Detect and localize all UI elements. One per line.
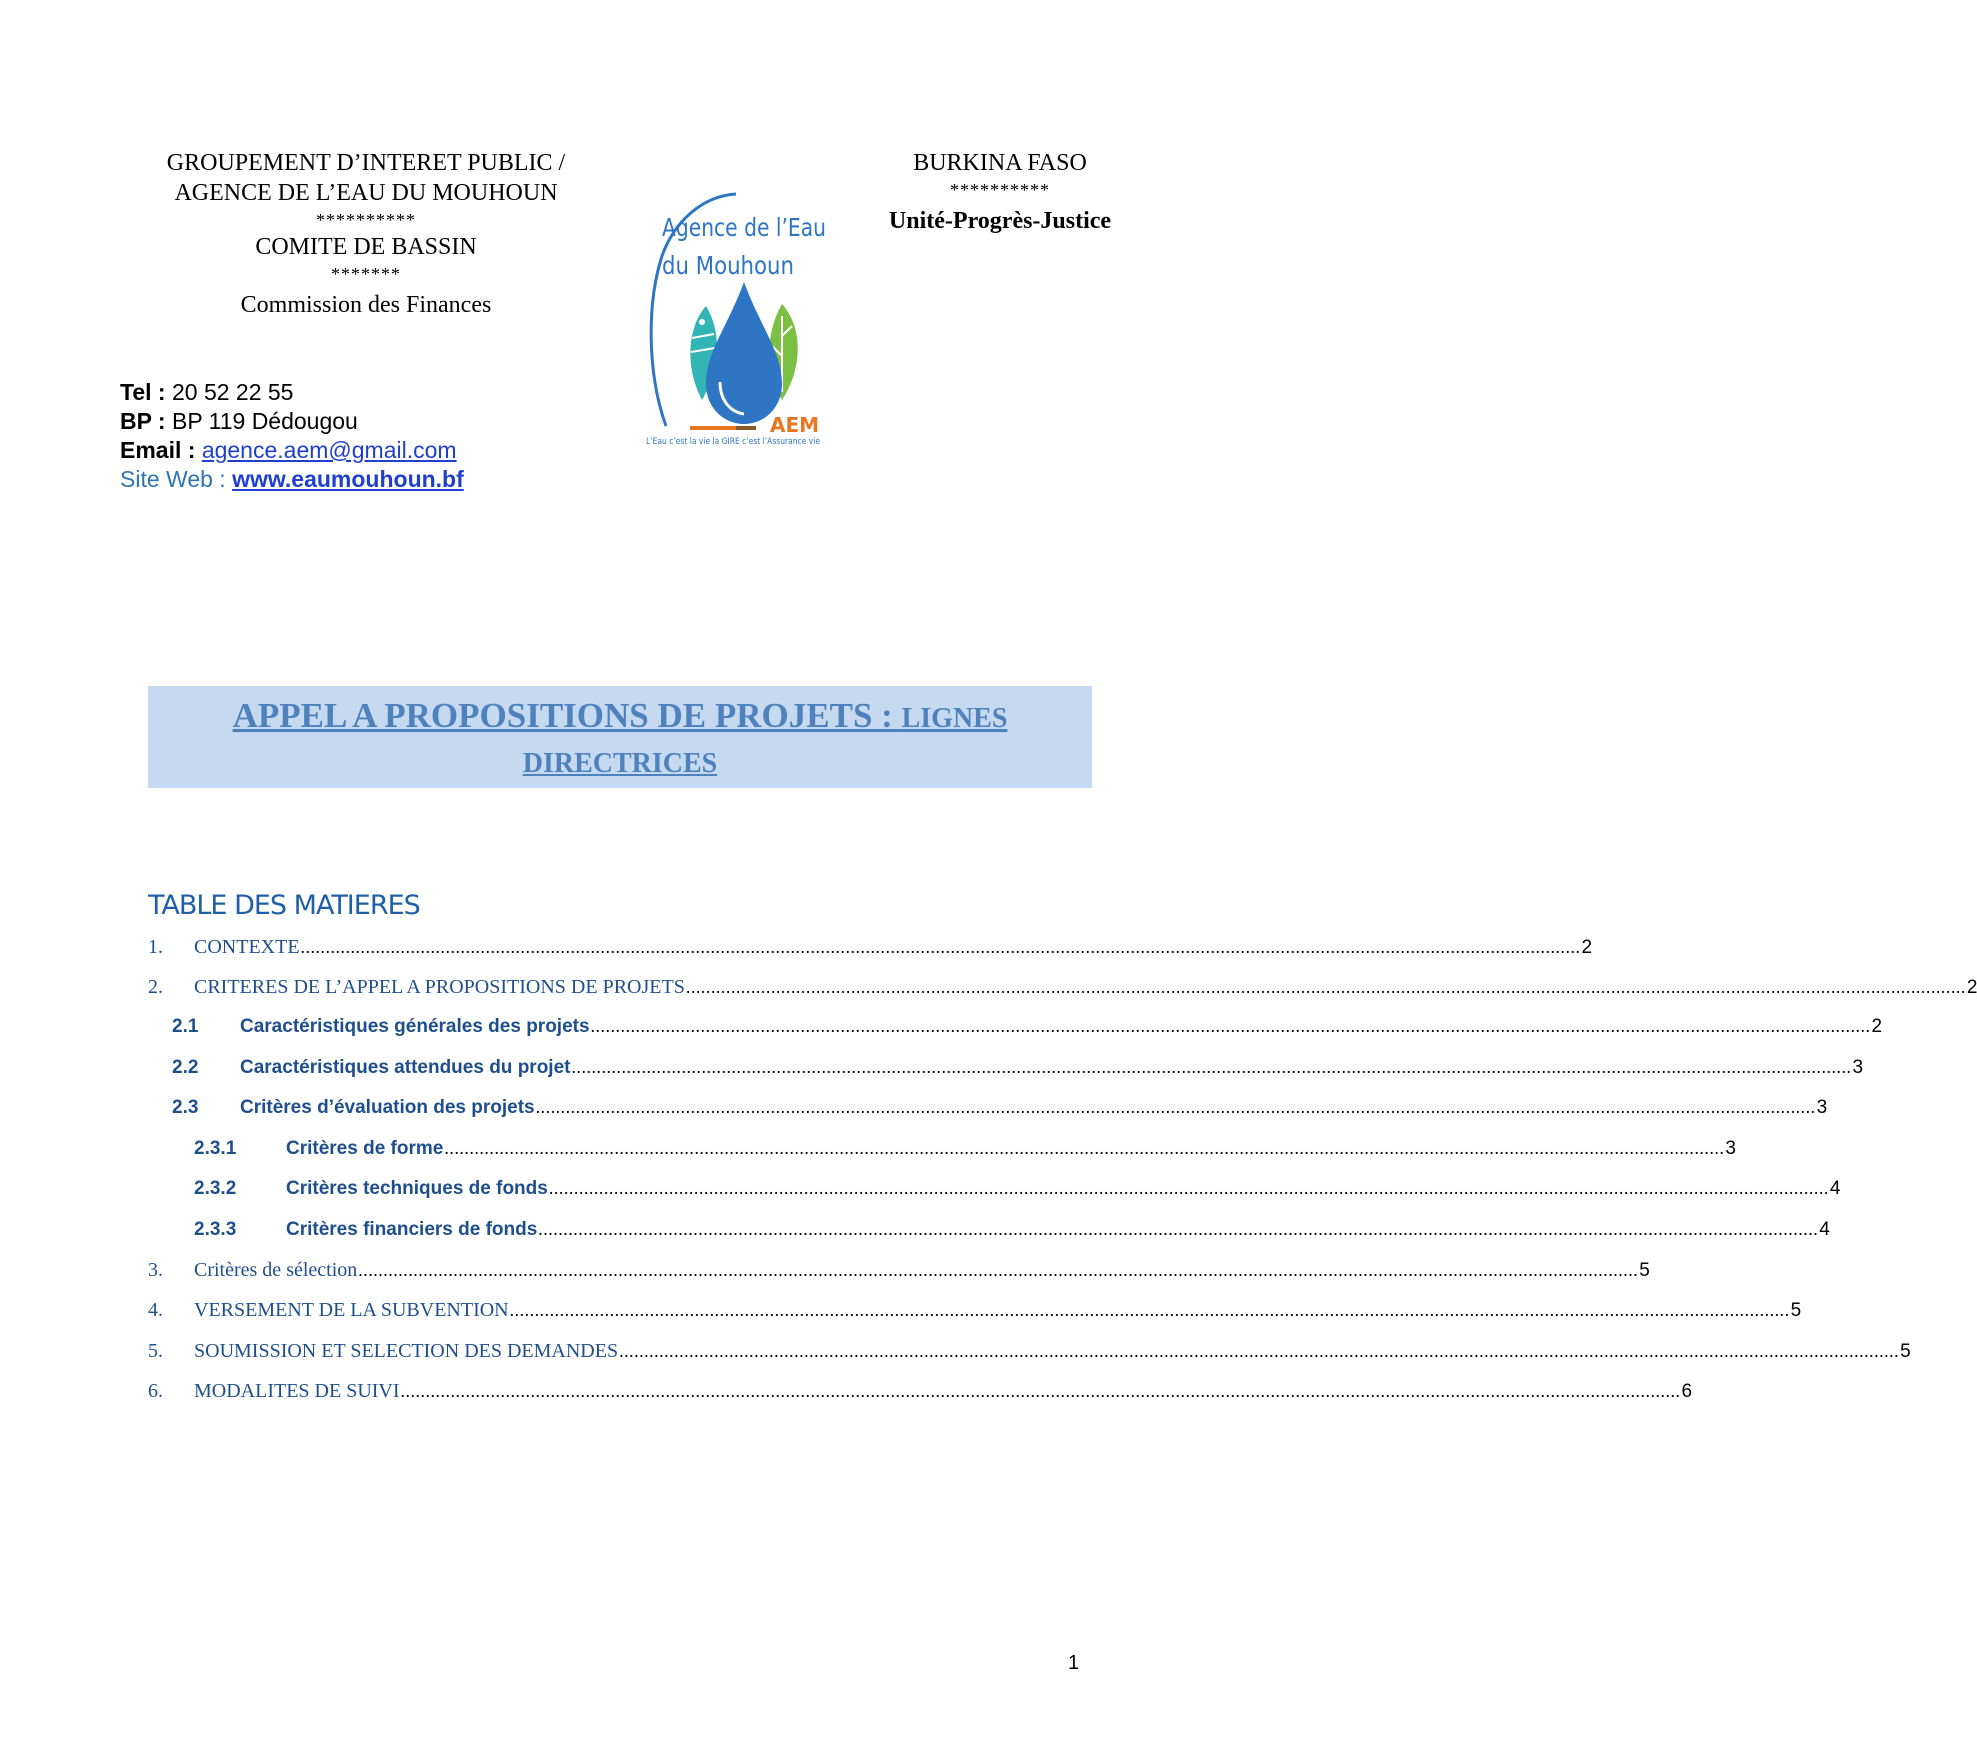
toc-entry-page: 3 (1816, 1097, 1828, 1118)
toc-entry-label: Critères de sélection (194, 1259, 358, 1281)
toc-entry-page: 4 (1829, 1178, 1841, 1199)
document-title-line1 (148, 690, 1092, 745)
toc-leader (444, 1138, 1724, 1159)
toc-entry-label: SOUMISSION ET SELECTION DES DEMANDES (194, 1340, 619, 1362)
toc-leader (571, 1057, 1851, 1078)
separator-stars: ********** (950, 180, 1050, 200)
svg-text:Agence de l’Eau: Agence de l’Eau (662, 213, 826, 242)
toc-entry[interactable] (148, 1057, 1864, 1087)
toc-leader (301, 937, 1581, 958)
svg-text:AEM: AEM (770, 413, 820, 437)
tel-label: Tel : (120, 379, 166, 405)
document-title-banner (148, 686, 1092, 788)
toc-entry-number: 3. (148, 1259, 163, 1281)
toc-entry-number: 4. (148, 1299, 163, 1321)
email-label: Email : (120, 437, 196, 463)
toc-entry-page: 5 (1900, 1341, 1911, 1362)
bp-value: BP 119 Dédougou (171, 408, 358, 434)
website-label: Site Web : (120, 466, 226, 492)
toc-entry-number: 2.2 (172, 1057, 199, 1078)
toc-entry-label: VERSEMENT DE LA SUBVENTION (194, 1299, 509, 1321)
toc-entry-page: 5 (1639, 1260, 1650, 1281)
toc-entry-label: Caractéristiques attendues du projet (240, 1057, 571, 1078)
toc-entry-number: 6. (148, 1380, 163, 1402)
toc-entry-page: 5 (1790, 1300, 1802, 1321)
toc-entry-page: 3 (1852, 1057, 1864, 1078)
contact-bp (120, 407, 464, 436)
toc-leader (510, 1300, 1790, 1321)
website-link[interactable]: www.eaumouhoun.bf (232, 466, 464, 492)
toc-leader (401, 1381, 1681, 1402)
toc-entry-label: Critères de forme (286, 1138, 444, 1159)
toc-entry-label: Critères d’évaluation des projets (240, 1097, 535, 1118)
toc-entry-number: 2.3.1 (194, 1138, 237, 1159)
toc-leader (549, 1178, 1829, 1199)
commission-name: Commission des Finances (240, 292, 492, 318)
org-name-line1: GROUPEMENT D’INTERET PUBLIC / (166, 150, 566, 176)
toc-entry-label: Critères techniques de fonds (286, 1178, 548, 1199)
toc-leader (686, 977, 1966, 998)
toc-entry[interactable] (148, 1340, 1911, 1370)
toc-entry[interactable] (148, 936, 1593, 966)
toc-entry[interactable] (148, 1219, 1830, 1249)
title-tail: LIGNES (901, 703, 1008, 734)
toc-entry[interactable] (148, 976, 1977, 1006)
toc-leader (538, 1219, 1818, 1240)
country-name: BURKINA FASO (913, 150, 1087, 176)
email-link[interactable]: agence.aem@gmail.com (201, 437, 457, 463)
toc-entry[interactable] (148, 1380, 1693, 1410)
bp-label: BP : (120, 408, 166, 434)
org-name-line2: AGENCE DE L’EAU DU MOUHOUN (174, 180, 558, 206)
contact-tel (120, 378, 464, 407)
toc-entry[interactable] (148, 1016, 1883, 1046)
toc-title: TABLE DES MATIERES (148, 890, 420, 921)
document-title-line2: DIRECTRICES (522, 748, 718, 779)
toc-entry[interactable] (148, 1097, 1828, 1127)
toc-entry-number: 2.3.2 (194, 1178, 237, 1199)
toc-entry-label: Caractéristiques générales des projets (240, 1016, 590, 1037)
toc-entry-number: 2.3 (172, 1097, 199, 1118)
toc-entry-label: MODALITES DE SUIVI (194, 1380, 400, 1402)
header-organization (118, 148, 614, 320)
toc-entry-page: 4 (1819, 1219, 1830, 1240)
separator-stars: ********** (316, 210, 416, 230)
toc-entry-page: 6 (1681, 1381, 1693, 1402)
svg-text:L’Eau c’est la vie la GIRE c’e: L’Eau c’est la vie la GIRE c’est l’Assurance vie (646, 437, 821, 447)
agency-logo (644, 186, 840, 448)
title-main: APPEL A PROPOSITIONS DE PROJETS : (232, 696, 902, 735)
page-number: 1 (1068, 1652, 1080, 1674)
toc-entry-number: 5. (148, 1340, 163, 1362)
toc-entry[interactable] (148, 1299, 1802, 1329)
contact-email (120, 436, 464, 465)
toc-leader (619, 1341, 1899, 1362)
contact-website (120, 465, 464, 494)
contact-info (120, 378, 464, 494)
toc-entry-label: CRITERES DE L’APPEL A PROPOSITIONS DE PROJETS (194, 976, 685, 998)
toc-leader (536, 1097, 1816, 1118)
toc-entry-page: 2 (1966, 977, 1977, 998)
toc-entry-label: CONTEXTE (194, 936, 300, 958)
toc-entry-number: 1. (148, 936, 163, 958)
svg-text:du Mouhoun: du Mouhoun (662, 251, 794, 280)
toc-entry-number: 2.1 (172, 1016, 199, 1037)
header-country (862, 148, 1138, 236)
toc-entry[interactable] (148, 1259, 1650, 1289)
national-motto: Unité-Progrès-Justice (888, 208, 1112, 234)
toc-leader (358, 1260, 1638, 1281)
toc-leader (591, 1016, 1871, 1037)
separator-stars: ******* (331, 264, 401, 284)
toc-entry-number: 2. (148, 976, 163, 998)
tel-value: 20 52 22 55 (171, 379, 294, 405)
toc-entry-page: 3 (1725, 1138, 1736, 1159)
toc-entry[interactable] (148, 1178, 1841, 1208)
toc-entry-page: 2 (1871, 1016, 1883, 1037)
toc-entry[interactable] (148, 1138, 1736, 1168)
toc-entry-number: 2.3.3 (194, 1219, 237, 1240)
committee-name: COMITE DE BASSIN (255, 234, 477, 260)
toc-entry-page: 2 (1581, 937, 1593, 958)
toc-entry-label: Critères financiers de fonds (286, 1219, 538, 1240)
